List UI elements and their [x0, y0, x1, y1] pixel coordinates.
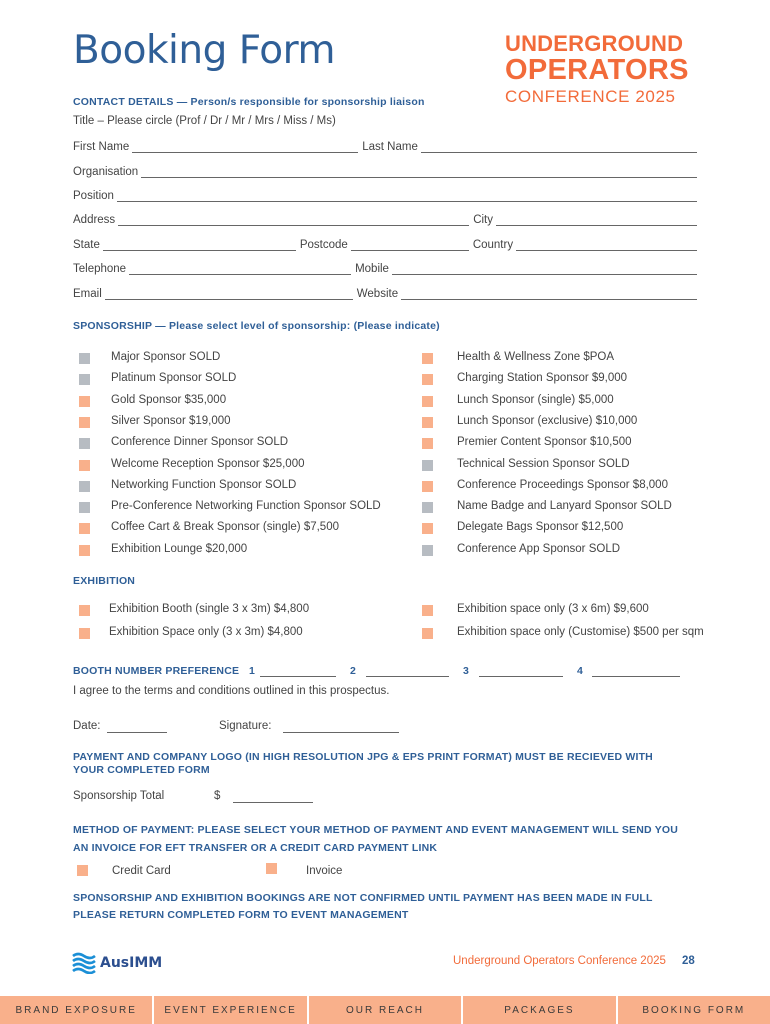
option-checkbox[interactable]	[79, 460, 90, 471]
credit-card-label: Credit Card	[112, 865, 171, 877]
booth-pref-1-label: 1	[249, 665, 256, 677]
option-label: Conference Dinner Sponsor SOLD	[111, 436, 289, 449]
state-field[interactable]	[103, 241, 296, 251]
option-label: Lunch Sponsor (exclusive) $10,000	[457, 414, 638, 427]
option-checkbox[interactable]	[79, 353, 90, 364]
first-name-field[interactable]	[132, 143, 358, 153]
name-row	[73, 139, 697, 153]
option-checkbox[interactable]	[422, 396, 433, 407]
option-label: Delegate Bags Sponsor $12,500	[457, 521, 624, 534]
booth-pref-4-field[interactable]	[592, 676, 680, 677]
option-checkbox[interactable]	[422, 353, 433, 364]
ausimm-logo	[72, 952, 162, 974]
website-label: Website	[356, 288, 399, 300]
state-label: State	[73, 239, 100, 251]
option-label: Silver Sponsor $19,000	[111, 414, 231, 427]
option-checkbox[interactable]	[422, 502, 433, 513]
country-label: Country	[472, 239, 514, 251]
payment-logo-line-1: PAYMENT AND COMPANY LOGO (IN HIGH RESOLUTION JPG & EPS PRINT FORMAT) MUST BE RECIEVED WITH	[73, 751, 653, 763]
option-label: Lunch Sponsor (single) $5,000	[457, 393, 614, 406]
option-label: Exhibition Space only (3 x 3m) $4,800	[109, 626, 303, 638]
email-label: Email	[73, 288, 102, 300]
section-nav	[0, 996, 770, 1024]
state-row	[73, 237, 697, 251]
organisation-row	[73, 164, 697, 178]
notice-line-2: PLEASE RETURN COMPLETED FORM TO EVENT MANAGEMENT	[73, 909, 409, 921]
nav-tab-brand-exposure[interactable]: BRAND EXPOSURE	[0, 996, 154, 1024]
postcode-label: Postcode	[299, 239, 348, 251]
option-label: Exhibition Lounge $20,000	[111, 542, 248, 555]
booth-heading: BOOTH NUMBER PREFERENCE	[73, 665, 240, 677]
option-checkbox[interactable]	[79, 374, 90, 385]
address-row	[73, 212, 697, 226]
city-label: City	[473, 214, 493, 226]
contact-heading: CONTACT DETAILS — Person/s responsible for sponsorship liaison	[73, 96, 425, 108]
notice-line-1: SPONSORSHIP AND EXHIBITION BOOKINGS ARE NOT CONFIRMED UNTIL PAYMENT HAS BEEN MADE IN FULL	[73, 892, 653, 904]
option-checkbox[interactable]	[422, 460, 433, 471]
option-label: Gold Sponsor $35,000	[111, 393, 227, 406]
signature-label: Signature:	[219, 720, 272, 732]
payment-logo-line-2: YOUR COMPLETED FORM	[73, 764, 210, 776]
address-field[interactable]	[118, 216, 469, 226]
option-label: Exhibition space only (Customise) $500 per sqm	[457, 626, 704, 638]
nav-tab-packages[interactable]: PACKAGES	[463, 996, 617, 1024]
option-label: Exhibition Booth (single 3 x 3m) $4,800	[109, 603, 310, 615]
option-checkbox[interactable]	[79, 481, 90, 492]
title-instruction: Title – Please circle (Prof / Dr / Mr / Mrs / Miss / Ms)	[73, 115, 336, 127]
position-row	[73, 188, 697, 202]
email-field[interactable]	[105, 290, 353, 300]
logo-line-3: CONFERENCE 2025	[505, 87, 676, 106]
option-checkbox[interactable]	[79, 628, 90, 639]
option-checkbox[interactable]	[422, 438, 433, 449]
footer-event-name: Underground Operators Conference 2025	[453, 955, 666, 967]
address-label: Address	[73, 214, 116, 226]
ausimm-wave-icon	[72, 952, 96, 974]
option-label: Conference Proceedings Sponsor $8,000	[457, 478, 668, 491]
last-name-label: Last Name	[362, 141, 418, 153]
telephone-field[interactable]	[129, 265, 351, 275]
option-label: Health & Wellness Zone $POA	[457, 351, 615, 363]
first-name-label: First Name	[73, 141, 130, 153]
booth-pref-2-label: 2	[350, 665, 357, 677]
currency-symbol: $	[214, 790, 221, 802]
sponsorship-total-field[interactable]	[233, 802, 313, 803]
ausimm-wordmark: AusIMM	[100, 955, 163, 971]
option-label: Major Sponsor SOLD	[111, 351, 221, 363]
date-field[interactable]	[107, 732, 167, 733]
option-checkbox[interactable]	[422, 417, 433, 428]
page-title: Booking Form	[73, 28, 336, 73]
exhibition-heading: EXHIBITION	[73, 575, 136, 587]
telephone-row	[73, 261, 697, 275]
option-checkbox[interactable]	[79, 417, 90, 428]
booth-pref-4-label: 4	[577, 665, 584, 677]
conference-logo	[505, 32, 689, 109]
invoice-label: Invoice	[306, 865, 343, 877]
nav-tab-booking-form[interactable]: BOOKING FORM	[642, 1004, 746, 1016]
option-checkbox[interactable]	[79, 438, 90, 449]
booth-pref-2-field[interactable]	[366, 676, 449, 677]
logo-line-1: UNDERGROUND	[505, 31, 684, 56]
option-label: Platinum Sponsor SOLD	[111, 372, 237, 385]
option-label: Coffee Cart & Break Sponsor (single) $7,500	[111, 521, 339, 534]
option-label: Conference App Sponsor SOLD	[457, 542, 621, 555]
option-checkbox[interactable]	[79, 502, 90, 513]
option-checkbox[interactable]	[422, 523, 433, 534]
date-label: Date:	[73, 720, 101, 732]
postcode-field[interactable]	[351, 241, 469, 251]
email-row	[73, 286, 697, 300]
option-checkbox[interactable]	[422, 374, 433, 385]
logo-line-2: OPERATORS	[505, 54, 689, 86]
nav-tab-our-reach[interactable]: OUR REACH	[309, 996, 463, 1024]
booth-pref-3-field[interactable]	[479, 676, 563, 677]
city-field[interactable]	[496, 216, 697, 226]
organisation-field[interactable]	[141, 168, 697, 178]
terms-agreement: I agree to the terms and conditions outlined in this prospectus.	[73, 685, 390, 697]
country-field[interactable]	[516, 241, 697, 251]
signature-field[interactable]	[283, 732, 399, 733]
option-checkbox[interactable]	[79, 545, 90, 556]
invoice-checkbox[interactable]	[266, 863, 277, 874]
website-field[interactable]	[401, 290, 697, 300]
option-checkbox[interactable]	[79, 396, 90, 407]
option-checkbox[interactable]	[79, 605, 90, 616]
option-label: Name Badge and Lanyard Sponsor SOLD	[457, 500, 672, 513]
sponsorship-total-label: Sponsorship Total	[73, 790, 165, 802]
booth-pref-1-field[interactable]	[260, 676, 336, 677]
option-label: Pre-Conference Networking Function Sponsor SOLD	[111, 500, 381, 513]
booth-pref-3-label: 3	[463, 665, 470, 677]
option-checkbox[interactable]	[422, 481, 433, 492]
option-label: Technical Session Sponsor SOLD	[457, 457, 630, 470]
option-checkbox[interactable]	[422, 545, 433, 556]
nav-tab-event-experience[interactable]: EVENT EXPERIENCE	[154, 996, 308, 1024]
organisation-label: Organisation	[73, 166, 139, 178]
credit-card-checkbox[interactable]	[77, 865, 88, 876]
option-label: Welcome Reception Sponsor $25,000	[111, 457, 305, 470]
option-label: Networking Function Sponsor SOLD	[111, 478, 297, 491]
option-checkbox[interactable]	[79, 523, 90, 534]
page-number: 28	[682, 955, 695, 967]
mobile-label: Mobile	[355, 263, 389, 275]
mobile-field[interactable]	[392, 265, 697, 275]
option-label: Charging Station Sponsor $9,000	[457, 372, 628, 385]
last-name-field[interactable]	[421, 143, 697, 153]
telephone-label: Telephone	[73, 263, 127, 275]
position-field[interactable]	[117, 192, 697, 202]
option-checkbox[interactable]	[422, 628, 433, 639]
sponsorship-heading: SPONSORSHIP — Please select level of sponsorship: (Please indicate)	[73, 320, 440, 332]
option-label: Exhibition space only (3 x 6m) $9,600	[457, 603, 649, 615]
option-checkbox[interactable]	[422, 605, 433, 616]
payment-method-line-1: METHOD OF PAYMENT: PLEASE SELECT YOUR METHOD OF PAYMENT AND EVENT MANAGEMENT WILL SEND YOU	[73, 824, 679, 836]
payment-method-line-2: AN INVOICE FOR EFT TRANSFER OR A CREDIT CARD PAYMENT LINK	[73, 842, 438, 854]
position-label: Position	[73, 190, 114, 202]
option-label: Premier Content Sponsor $10,500	[457, 436, 632, 449]
